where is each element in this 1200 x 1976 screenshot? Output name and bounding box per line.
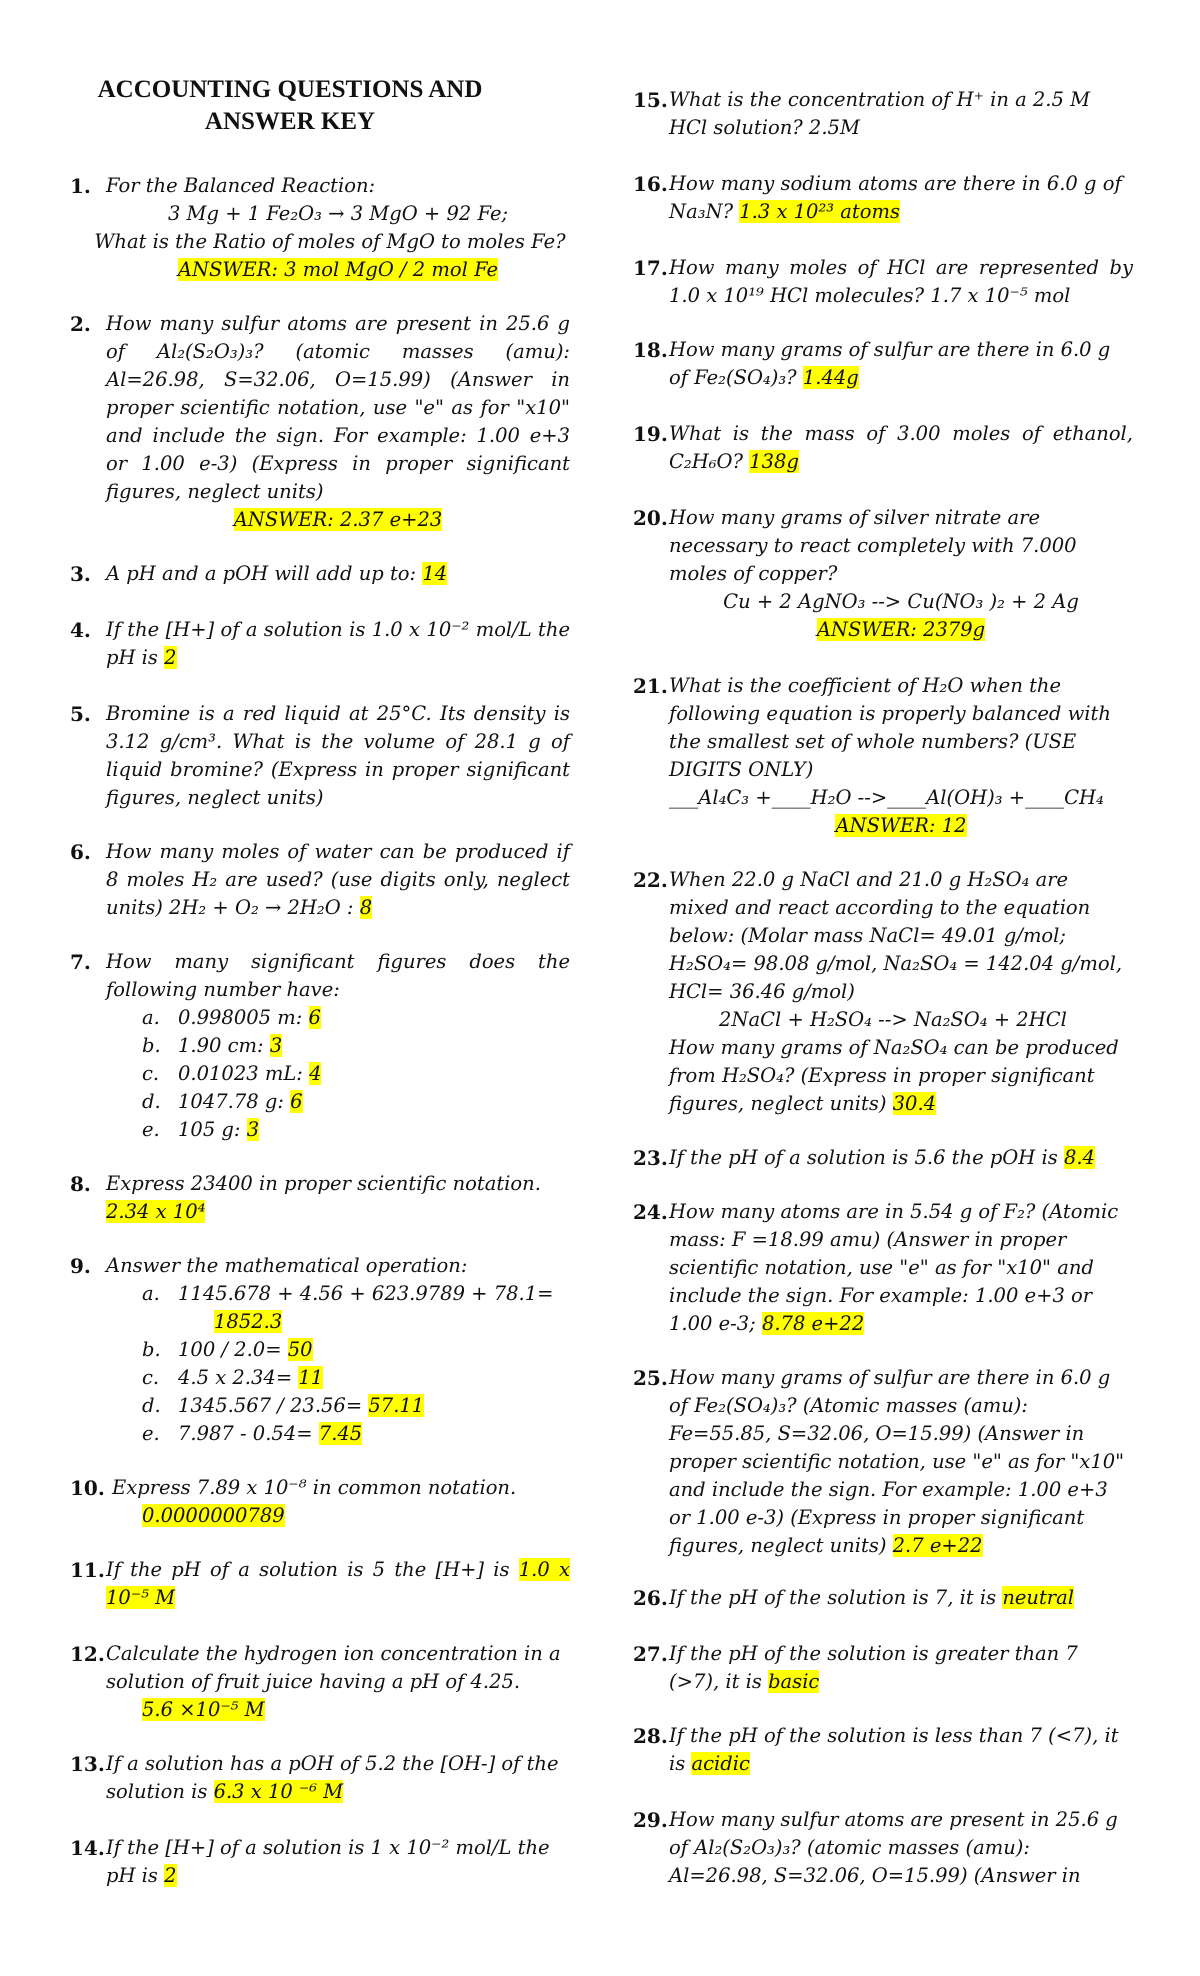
question-22 — [633, 866, 1133, 1118]
question-text: If the [H+] of a solution is 1 x 10⁻² mol/L the pH is — [106, 1836, 550, 1887]
question-text: How many atoms are in 5.54 g of F₂? (Atomic mass: F =18.99 amu) (Answer in proper scientific notation, use "e" as for "x10" and include the sign. For example: 1.00 e+3 or 1.00 e-3; — [669, 1200, 1119, 1335]
question-number: 9. — [70, 1254, 91, 1278]
question-8 — [70, 1170, 570, 1226]
question-7 — [70, 948, 570, 1144]
reaction-equation: ___Al₄C₃ +____H₂O -->____Al(OH)₃ +____CH₄ — [669, 786, 1104, 809]
list-item: e. 7.987 - 0.54= 7.45 — [142, 1422, 363, 1445]
question-26 — [633, 1584, 1133, 1612]
question-3 — [70, 560, 570, 588]
list-item: b. 100 / 2.0= 50 — [142, 1338, 313, 1361]
question-number: 25. — [633, 1366, 668, 1390]
question-14 — [70, 1834, 570, 1890]
question-number: 20. — [633, 506, 668, 530]
question-text: If the pH of the solution is 7, it is — [669, 1586, 997, 1609]
question-number: 27. — [633, 1642, 668, 1666]
question-21 — [633, 672, 1133, 840]
answer-highlight: 2.34 x 10⁴ — [106, 1200, 206, 1223]
page-title: ACCOUNTING QUESTIONS AND ANSWER KEY — [97, 76, 483, 135]
question-number: 16. — [633, 172, 668, 196]
answer-highlight: 14 — [422, 562, 448, 585]
question-6 — [70, 838, 570, 922]
question-text: What is the coefficient of H₂O when the following equation is properly balanced with the smallest set of whole numbers? (USE DIGITS ONLY) — [669, 674, 1111, 781]
answer-highlight: 11 — [298, 1366, 324, 1389]
question-18 — [633, 336, 1133, 392]
list-item: d. 1047.78 g: 6 — [142, 1090, 303, 1113]
question-text: Express 23400 in proper scientific notation. — [106, 1172, 541, 1195]
question-13 — [70, 1750, 570, 1806]
question-number: 24. — [633, 1200, 668, 1224]
list-item: a. 0.998005 m: 6 — [142, 1006, 321, 1029]
question-text: How many moles of HCl are represented by 1.0 x 10¹⁹ HCl molecules? 1.7 x 10⁻⁵ mol — [669, 256, 1133, 307]
answer-highlight: acidic — [691, 1752, 750, 1775]
question-text: Bromine is a red liquid at 25°C. Its density is 3.12 g/cm³. What is the volume of 28.1 g of liquid bromine? (Express in proper significant figures, neglect units) — [106, 702, 570, 809]
answer-highlight: ANSWER: 2.37 e+23 — [233, 508, 443, 531]
question-text: How many grams of sulfur are there in 6.0 g of Fe₂(SO₄)₃? (Atomic masses (amu): Fe=55.85, S=32.06, O=15.99) (Answer in proper scientific notation, use "e" as for "x10" and include the sign. For example: 1.00 e+3 or 1.00 e-3) (Express in proper significant figures, neglect units) — [669, 1366, 1125, 1557]
answer-highlight: 6.3 x 10 ⁻⁶ M — [213, 1780, 344, 1803]
question-25 — [633, 1364, 1133, 1560]
question-number: 15. — [633, 88, 668, 112]
question-20 — [633, 504, 1133, 644]
answer-highlight: 8 — [359, 896, 373, 919]
question-19 — [633, 420, 1133, 476]
question-number: 7. — [70, 950, 91, 974]
question-number: 10. — [70, 1476, 105, 1500]
answer-highlight: 2.7 e+22 — [892, 1534, 983, 1557]
question-9 — [70, 1252, 570, 1448]
answer-highlight: 3 — [246, 1118, 260, 1141]
question-text: Calculate the hydrogen ion concentration in a solution of fruit juice having a pH of 4.25. — [106, 1642, 561, 1693]
question-2 — [70, 310, 570, 534]
question-number: 11. — [70, 1558, 105, 1582]
answer-highlight: 1852.3 — [214, 1310, 283, 1333]
answer-highlight: 50 — [287, 1338, 313, 1361]
answer-highlight: 7.45 — [318, 1422, 363, 1445]
answer-highlight: basic — [768, 1670, 820, 1693]
reaction-equation: 2NaCl + H₂SO₄ --> Na₂SO₄ + 2HCl — [719, 1008, 1067, 1031]
question-number: 22. — [633, 868, 668, 892]
question-number: 4. — [70, 618, 91, 642]
question-23 — [633, 1144, 1133, 1172]
question-text: A pH and a pOH will add up to: — [106, 562, 417, 585]
question-text: How many sulfur atoms are present in 25.6 g of Al₂(S₂O₃)₃? (atomic masses (amu): Al=26.98, S=32.06, O=15.99) (Answer in proper scientific notation, use "e" as for "x10" and include the sign. For example: 1.00 e+3 or 1.00 e-3) (Express in proper significant figures, neglect units) — [106, 312, 570, 503]
question-number: 14. — [70, 1836, 105, 1860]
list-item: d. 1345.567 / 23.56= 57.11 — [142, 1394, 425, 1417]
list-item: e. 105 g: 3 — [142, 1118, 260, 1141]
question-text: How many sodium atoms are there in 6.0 g of Na₃N? — [669, 172, 1122, 223]
question-27 — [633, 1640, 1133, 1696]
answer-highlight: ANSWER: 12 — [835, 814, 967, 837]
answer-highlight: ANSWER: 3 mol MgO / 2 mol Fe — [177, 258, 499, 281]
list-item: b. 1.90 cm: 3 — [142, 1034, 283, 1057]
question-number: 17. — [633, 256, 668, 280]
question-number: 13. — [70, 1752, 105, 1776]
list-item: a. 1145.678 + 4.56 + 623.9789 + 78.1= 1852.3 — [142, 1282, 554, 1333]
answer-highlight: 0.0000000789 — [142, 1504, 285, 1527]
question-5 — [70, 700, 570, 812]
question-text: What is the concentration of H⁺ in a 2.5 M HCl solution? 2.5M — [669, 88, 1091, 139]
question-prompt: What is the Ratio of moles of MgO to moles Fe? — [94, 230, 566, 253]
answer-highlight: neutral — [1002, 1586, 1074, 1609]
question-text: If the pH of the solution is less than 7 (<7), it is — [669, 1724, 1119, 1775]
question-text: If the pH of a solution is 5 the [H+] is — [106, 1558, 510, 1581]
question-text: How many grams of sulfur are there in 6.0 g of Fe₂(SO₄)₃? — [669, 338, 1111, 389]
answer-highlight: 30.4 — [892, 1092, 937, 1115]
question-text: For the Balanced Reaction: — [106, 174, 376, 197]
question-number: 23. — [633, 1146, 668, 1170]
list-item: c. 4.5 x 2.34= 11 — [142, 1366, 324, 1389]
question-17 — [633, 254, 1133, 310]
answer-highlight: ANSWER: 2379g — [816, 618, 986, 641]
question-number: 6. — [70, 840, 91, 864]
question-28 — [633, 1722, 1133, 1778]
reaction-equation: 3 Mg + 1 Fe₂O₃ → 3 MgO + 92 Fe; — [167, 202, 509, 225]
question-number: 3. — [70, 562, 91, 586]
question-12 — [70, 1640, 570, 1724]
question-1 — [70, 172, 570, 284]
answer-highlight: 8.4 — [1063, 1146, 1095, 1169]
answer-highlight: 1.0 x 10⁻⁵ M — [106, 1558, 570, 1609]
question-number: 5. — [70, 702, 91, 726]
answer-highlight: 5.6 ×10⁻⁵ M — [142, 1698, 265, 1721]
question-16 — [633, 170, 1133, 226]
question-number: 19. — [633, 422, 668, 446]
answer-highlight: 2 — [164, 1864, 177, 1887]
question-number: 1. — [70, 174, 91, 198]
question-text: Express 7.89 x 10⁻⁸ in common notation. — [112, 1476, 517, 1499]
list-item: c. 0.01023 mL: 4 — [142, 1062, 322, 1085]
question-text: If the [H+] of a solution is 1.0 x 10⁻² mol/L the pH is — [106, 618, 570, 669]
question-15 — [633, 86, 1133, 142]
answer-highlight: 6 — [308, 1006, 321, 1029]
question-4 — [70, 616, 570, 672]
question-number: 21. — [633, 674, 668, 698]
question-29 — [633, 1806, 1133, 1890]
question-text: How many sulfur atoms are present in 25.6 g of Al₂(S₂O₃)₃? (atomic masses (amu): Al=26.98, S=32.06, O=15.99) (Answer in — [669, 1808, 1118, 1887]
question-text: How many grams of silver nitrate are necessary to react completely with 7.000 moles of copper? — [669, 506, 1077, 585]
question-number: 26. — [633, 1586, 668, 1610]
question-text: How many significant figures does the following number have: — [106, 950, 570, 1001]
answer-highlight: 57.11 — [368, 1394, 425, 1417]
question-text: How many moles of water can be produced if 8 moles H₂ are used? (use digits only, neglect units) 2H₂ + O₂ → 2H₂O : — [106, 840, 570, 919]
answer-highlight: 8.78 e+22 — [761, 1312, 865, 1335]
question-text: If a solution has a pOH of 5.2 the [OH-] of the solution is — [106, 1752, 559, 1803]
answer-highlight: 4 — [309, 1062, 322, 1085]
reaction-equation: Cu + 2 AgNO₃ --> Cu(NO₃ )₂ + 2 Ag — [723, 590, 1079, 613]
answer-highlight: 3 — [269, 1034, 283, 1057]
answer-highlight: 138g — [749, 450, 799, 473]
question-10 — [70, 1474, 570, 1530]
question-text: What is the mass of 3.00 moles of ethanol, C₂H₆O? — [669, 422, 1133, 473]
answer-highlight: 2 — [164, 646, 177, 669]
question-number: 28. — [633, 1724, 668, 1748]
question-number: 12. — [70, 1642, 105, 1666]
question-24 — [633, 1198, 1133, 1338]
answer-highlight: 1.3 x 10²³ atoms — [739, 200, 900, 223]
question-number: 18. — [633, 338, 668, 362]
answer-highlight: 6 — [290, 1090, 303, 1113]
question-text: If the pH of the solution is greater than 7 (>7), it is — [669, 1642, 1078, 1693]
question-prompt: How many grams of Na₂SO₄ can be produced from H₂SO₄? (Express in proper significant figures, neglect units) — [669, 1036, 1119, 1115]
question-text: Answer the mathematical operation: — [106, 1254, 468, 1277]
question-number: 29. — [633, 1808, 668, 1832]
question-number: 8. — [70, 1172, 91, 1196]
question-text: When 22.0 g NaCl and 21.0 g H₂SO₄ are mixed and react according to the equation below: (Molar mass NaCl= 49.01 g/mol; H₂SO₄= 98.08 g/mol, Na₂SO₄ = 142.04 g/mol, HCl= 36.46 g/mol) — [669, 868, 1123, 1003]
question-11 — [70, 1556, 570, 1612]
answer-highlight: 1.44g — [802, 366, 859, 389]
question-number: 2. — [70, 312, 91, 336]
question-text: If the pH of a solution is 5.6 the pOH is — [669, 1146, 1058, 1169]
